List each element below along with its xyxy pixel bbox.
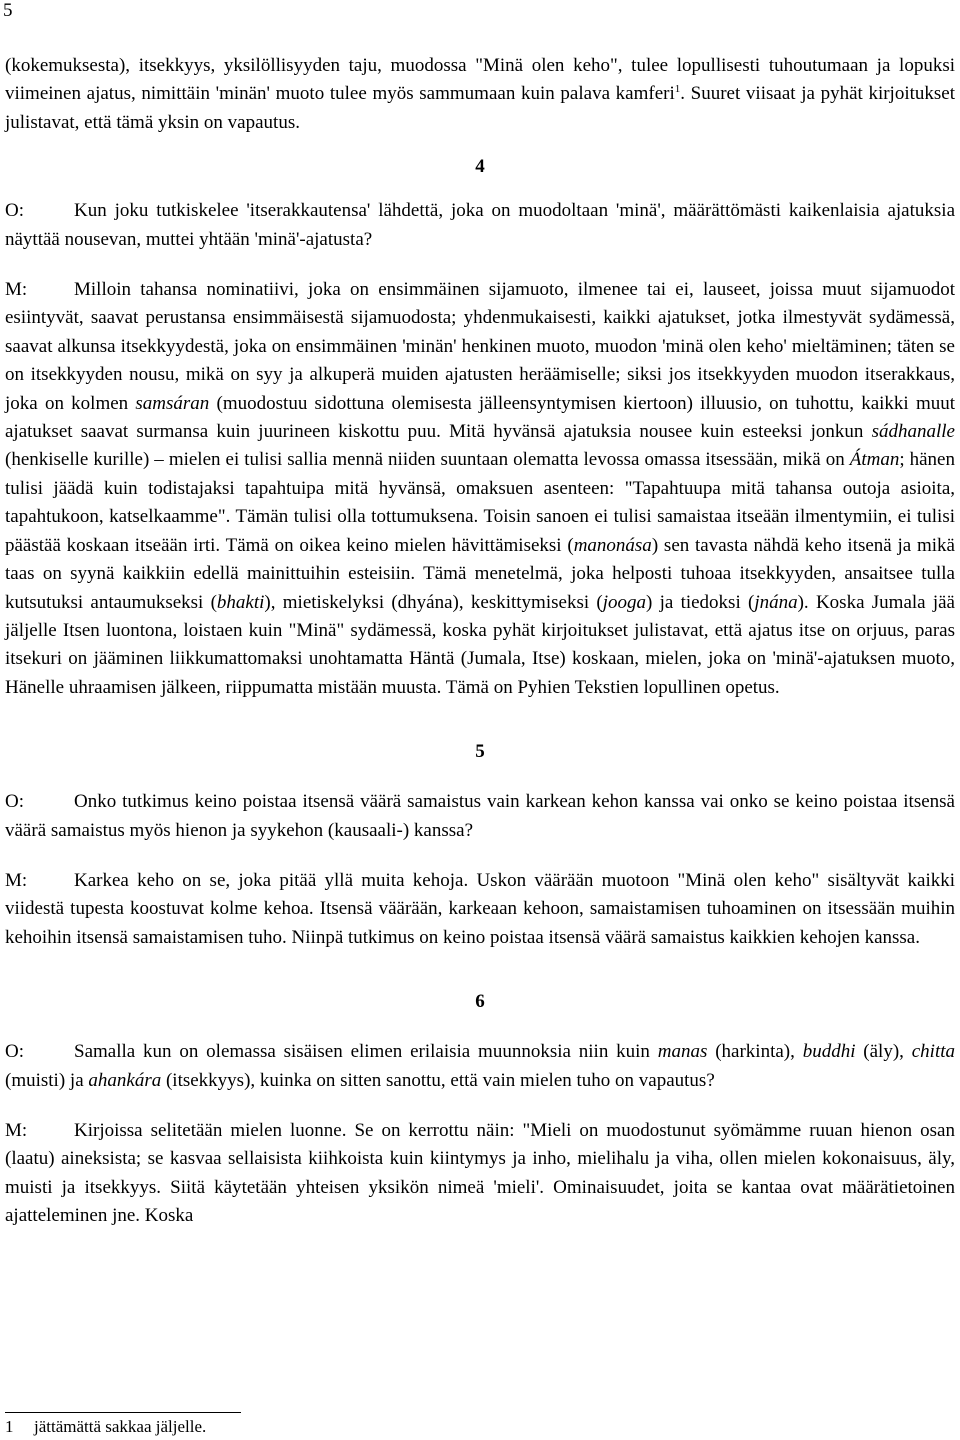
page-number: 5 <box>3 0 13 21</box>
text-run: Onko tutkimus keino poistaa itsensä väärä samaistus vain karkean kehon kanssa vai onko se keino poistaa itsensä väärä samaistus myös hienon ja syykehon (kausaali-) kanssa? <box>5 791 955 841</box>
text-run: (henkiselle kurille) – mielen ei tulisi sallia mennä niiden suuntaan olematta levossa omassa itsessään, mikä on <box>5 449 850 471</box>
section-heading-6: 6 <box>475 991 485 1013</box>
text-run: (äly), <box>855 1041 912 1063</box>
spacer <box>5 181 955 197</box>
footnote-text: jättämättä sakkaa jäljelle. <box>34 1417 207 1436</box>
italic-term: ahankára <box>88 1069 162 1091</box>
spacer <box>5 1016 955 1038</box>
document-body <box>5 52 955 1231</box>
footnote-divider <box>5 1412 241 1413</box>
footnote-ref: 1 <box>674 83 681 96</box>
italic-term: manonása <box>573 534 652 556</box>
italic-term: manas <box>657 1041 708 1063</box>
paragraph-q5 <box>5 788 955 845</box>
text-run: ) ja tiedoksi ( <box>646 591 755 613</box>
text-run: Milloin tahansa nominatiivi, joka on ensimmäinen sijamuoto, ilmenee tai ei, lauseet, joissa muut sijamuodot esiintyvät, saavat perustansa ensimmäisestä sijamuodosta; yhdenmukaisesti, kaikki ajatukset, jotka ilmestyvät sydämessä, saavat alkunsa itsekkyydestä, joka on ensimmäinen 'minän' henkinen muoto, muodon 'minä olen keho' mieltäminen; täten se on itsekkyyden nousu, mikä on syy ja alkuperä muiden ajatusten heräämiselle; siksi jos itsekkyyden muodon itserakkaus, joka on kolmen <box>5 279 955 414</box>
section-heading-4: 4 <box>475 156 485 178</box>
spacer <box>5 845 955 867</box>
text-run: Karkea keho on se, joka pitää yllä muita kehoja. Uskon väärään muotoon "Minä olen keho" sisältyvät kaikki viidestä tupesta koostuvat kolme kehoa. Itsensä väärään, karkeaan kehoon, samaistamisen tuhoaminen on itsessään muihin kehoihin itsensä samaistamisen tuho. Niinpä tutkimus on keino poistaa itsensä väärä samaistus kaikkien kehojen kanssa. <box>5 869 955 948</box>
text-run: Kirjoissa selitetään mielen luonne. Se on kerrottu näin: "Mieli on muodostunut syömämme ruuan hienon osan (laatu) aineksista; se kasvaa sellaisista kiihkoista kuin kiintymys ja inho, mielihalu ja viha, ollen mielen kokonaisuus, äly, muisti ja itsekkyys. Siitä käytetään yhteisen yksikön nimeä 'mieli'. Ominaisuudet, joita se kantaa ovat määrätietoinen ajatteleminen jne. Koska <box>5 1119 955 1227</box>
italic-term: chitta <box>911 1041 956 1063</box>
text-run: (muisti) ja <box>5 1069 89 1091</box>
paragraph-q4 <box>5 197 955 254</box>
italic-term: jnána <box>754 591 798 613</box>
spacer <box>5 1095 955 1117</box>
paragraph-a5 <box>5 867 955 952</box>
paragraph-a4 <box>5 276 955 702</box>
italic-term: jooga <box>602 591 646 613</box>
spacer <box>5 952 955 988</box>
text-run: ), mietiskelyksi (dhyána), keskittymiseksi ( <box>264 591 603 613</box>
text-run: ) sen tavasta nähdä keho itsenä ja mikä taas on syynä kaikkiin edellä mainittuihin esteisiin. Tämä menetelmä, joka helposti tuhoaa itsekkyyden, ansaitsee tulla kutsutuksi antaumukseksi ( <box>5 534 955 613</box>
text-run: (harkinta), <box>707 1041 803 1063</box>
paragraph-q6 <box>5 1038 955 1095</box>
text-run: . Suuret viisaat ja pyhät kirjoitukset julistavat, että tämä yksin on vapautus. <box>5 83 955 133</box>
italic-term: buddhi <box>802 1041 856 1063</box>
section-heading-5: 5 <box>475 741 485 763</box>
speaker-label: M: <box>5 1119 28 1141</box>
footnote-number: 1 <box>5 1417 14 1436</box>
speaker-label: O: <box>5 791 24 813</box>
text-run: (kokemuksesta), itsekkyys, yksilöllisyyden taju, muodossa "Minä olen keho", tulee lopullisesti tuhoutumaan ja lopuksi viimeinen ajatus, nimittäin 'minän' muoto tulee myös sammumaan kuin palava kamferi <box>5 55 955 105</box>
italic-term: bhakti <box>216 591 265 613</box>
text-run: ; hänen tulisi jäädä kuin todistajaksi tapahtuipa mitä hyvänsä, omaksuen asenteen: "Tapahtuupa mitä tahansa outoja asioita, tapahtukoon, katselkaamme". Tämän tulisi olla tottumuksena. Toisin sanoen ei tulisi samaistaa itseään ilmentymiin, ei tulisi päästää koskaan itseään irti. Tämä on oikea keino mielen hävittämiseksi ( <box>5 449 955 556</box>
speaker-label: M: <box>5 279 28 301</box>
text-run: (itsekkyys), kuinka on sitten sanottu, että vain mielen tuho on vapautus? <box>161 1069 715 1091</box>
spacer <box>5 766 955 788</box>
italic-term: Átman <box>849 449 900 471</box>
text-run: ). Koska Jumala jää jäljelle Itsen luontona, loistaen kuin "Minä" sydämessä, koska pyhät kirjoitukset julistavat, että ajatus itse on orjuus, paras itsekuri on jääminen liikkumattomaksi unohtamatta Häntä (Jumala, Itse) koskaan, mielen, joka on 'minä'-ajatuksen muoto, Hänelle uhraamisen jälkeen, riippumatta mistään muusta. Tämä on Pyhien Tekstien lopullinen opetus. <box>5 591 955 698</box>
text-run: Samalla kun on olemassa sisäisen elimen erilaisia muunnoksia niin kuin <box>74 1041 658 1063</box>
italic-term: samsáran <box>135 392 210 414</box>
footnote <box>5 1416 206 1438</box>
text-run: (muodostuu sidottuna olemisesta jälleensyntymisen kiertoon) illuusio, on tuhottu, kaikki muut ajatukset saavat surmansa kuin juurineen kiskottu puu. Mitä hyvänsä ajatuksia nousee kuin esteeksi jonkun <box>5 392 955 443</box>
text-run: Kun joku tutkiskelee 'itserakkautensa' lähdettä, joka on muodoltaan 'minä', määrättömästi kaikenlaisia ajatuksia näyttää nousevan, muttei yhtään 'minä'-ajatusta? <box>5 200 955 250</box>
italic-term: sádhanalle <box>871 421 955 443</box>
spacer <box>5 137 955 153</box>
paragraph-a6 <box>5 1117 955 1231</box>
speaker-label: O: <box>5 1041 24 1063</box>
speaker-label: O: <box>5 200 24 222</box>
paragraph-p-intro <box>5 52 955 137</box>
spacer <box>5 702 955 738</box>
spacer <box>5 254 955 276</box>
speaker-label: M: <box>5 869 28 891</box>
